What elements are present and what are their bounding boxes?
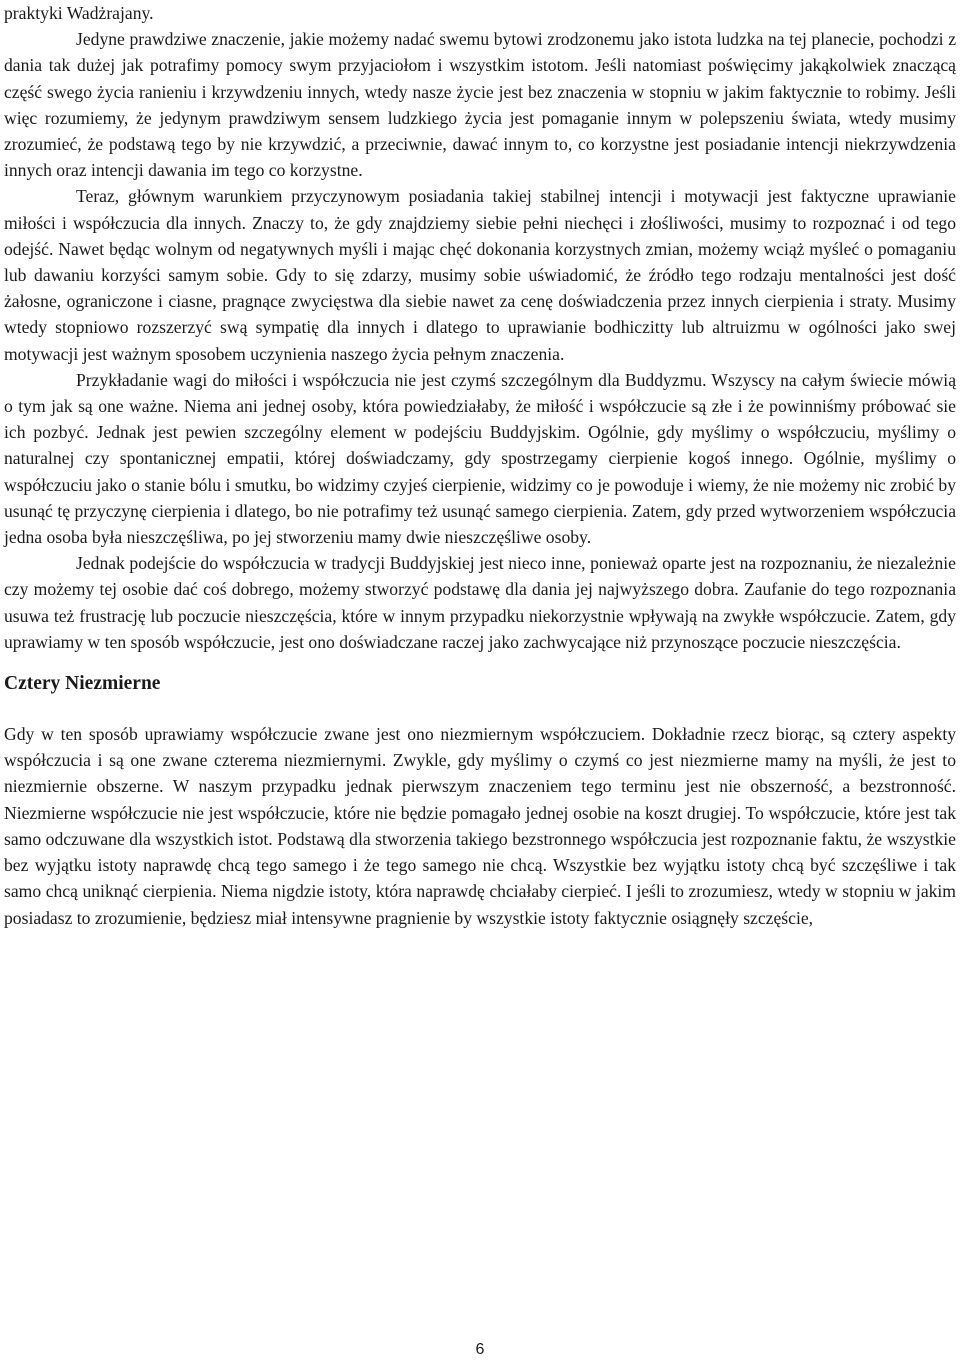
section-heading: Cztery Niezmierne	[4, 673, 161, 695]
paragraph-3: Przykładanie wagi do miłości i współczucia nie jest czymś szczególnym dla Buddyzmu. Wszyscy na całym świecie mówią o tym jak są one ważne. Niema ani jednej osoby, która powiedziałaby, że miłość i współczucie są złe i że powinniśmy próbować sie ich pozbyć. Jednak jest pewien szczególny element w podejściu Buddyjskim. Ogólnie, gdy myślimy o współczuciu, myślimy o naturalnej czy spontanicznej empatii, której doświadczamy, gdy spostrzegamy cierpienie kogoś innego. Ogólnie, myślimy o współczuciu jako o stanie bólu i smutku, bo widzimy czyjeś cierpienie, widzimy co je powoduje i wiemy, że nie możemy nic zrobić by usunąć tę przyczynę cierpienia i dlatego, bo nie potrafimy też usunąć samego cierpienia. Zatem, gdy przed wytworzeniem współczucia jedna osoba była nieszczęśliwa, po jej stworzeniu mamy dwie nieszczęśliwe osoby.	[4, 369, 956, 548]
document-page	[4, 0, 956, 931]
paragraph-5: Gdy w ten sposób uprawiamy współczucie zwane jest ono niezmiernym współczuciem. Dokładnie rzecz biorąc, są cztery aspekty współczucia i są one zwane czterema niezmiernymi. Zwykle, gdy myślimy o czymś co jest niezmierne mamy na myśli, że jest to niezmiernie obszerne. W naszym przypadku jednak pierwszym znaczeniem tego terminu jest nie obszerność, a bezstronność. Niezmierne współczucie nie jest współczucie, które nie będzie pomagało jednej osobie na koszt drugiej. To współczucie, które jest tak samo odczuwane dla wszystkich istot. Podstawą dla stworzenia takiego bezstronnego współczucia jest rozpoznanie faktu, że wszystkie bez wyjątku istoty naprawdę chcą tego samego i że tego samego nie chcą. Wszystkie bez wyjątku istoty chcą być szczęśliwe i tak samo chcą uniknąć cierpienia. Niema nigdzie istoty, która naprawdę chciałaby cierpieć. I jeśli to zrozumiesz, wtedy w stopniu w jakim posiadasz to zrozumienie, będziesz miał intensywne pragnienie by wszystkie istoty faktycznie osiągnęły szczęście,	[4, 724, 956, 928]
page-number: 6	[475, 1341, 485, 1358]
paragraph-1: Jedyne prawdziwe znaczenie, jakie możemy nadać swemu bytowi zrodzonemu jako istota ludzka na tej planecie, pochodzi z dania tak dużej jak potrafimy pomocy swym przyjaciołom i wszystkim istotom. Jeśli natomiast poświęcimy jakąkolwiek znaczącą część swego życia ranieniu i krzywdzeniu innych, wtedy nasze życie jest bez znaczenia w stopniu w jakim faktycznie to robimy. Jeśli więc rozumiemy, że jedynym prawdziwym sensem ludzkiego życia jest pomaganie innym w polepszeniu świata, wtedy musimy zrozumieć, że podstawą tego by nie krzywdzić, a przeciwnie, dawać innym to, co korzystne jest posiadanie intencji niekrzywdzenia innych oraz intencji dawania im tego co korzystne.	[4, 29, 956, 181]
paragraph-4: Jednak podejście do współczucia w tradycji Buddyjskiej jest nieco inne, ponieważ oparte jest na rozpoznaniu, że niezależnie czy możemy tej osobie dać coś dobrego, możemy stworzyć podstawę dla dania jej najwyższego dobra. Zaufanie do tego rozpoznania usuwa też frustrację lub poczucie nieszczęścia, które w innym przypadku niekorzystnie wpływają na zwykłe współczucie. Zatem, gdy uprawiamy w ten sposób współczucie, jest ono doświadczane raczej jako zachwycające niż przynoszące poczucie nieszczęścia.	[4, 553, 956, 652]
paragraph-2: Teraz, głównym warunkiem przyczynowym posiadania takiej stabilnej intencji i motywacji jest faktyczne uprawianie miłości i współczucia dla innych. Znaczy to, że gdy znajdziemy siebie pełni niechęci i złośliwości, musimy to rozpoznać i od tego odejść. Nawet będąc wolnym od negatywnych myśli i mając chęć dokonania korzystnych zmian, możemy wciąż myśleć o pomaganiu lub dawaniu korzyści samym sobie. Gdy to się zdarzy, musimy sobie uświadomić, że źródło tego rodzaju mentalności jest dość żałosne, ograniczone i ciasne, pragnące zwycięstwa dla siebie nawet za cenę doświadczenia przez innych cierpienia i straty. Musimy wtedy stopniowo rozszerzyć swą sympatię dla innych i dlatego to uprawianie bodhiczitty lub altruizmu w ogólności jako swej motywacji jest ważnym sposobem uczynienia naszego życia pełnym znaczenia.	[4, 186, 956, 364]
top-fragment: praktyki Wadżrajany.	[4, 3, 154, 23]
